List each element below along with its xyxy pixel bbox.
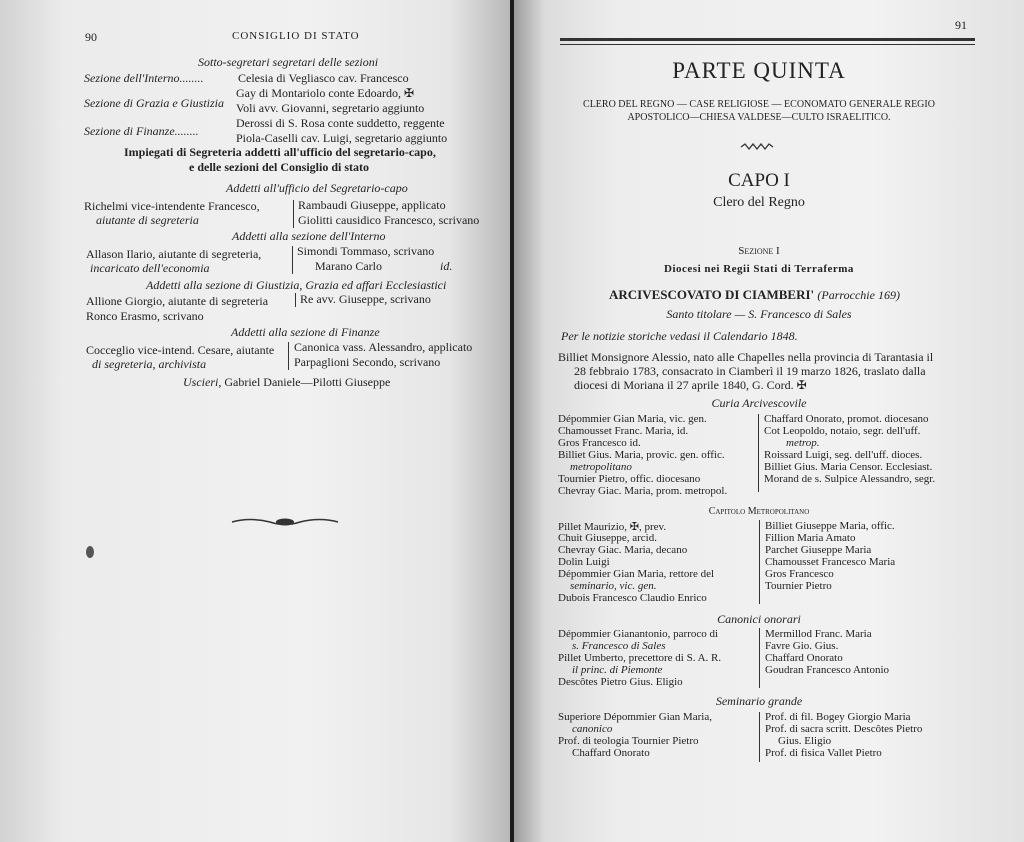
addetti-right-id: id.: [440, 259, 453, 273]
column-divider: [759, 712, 760, 762]
squiggle-ornament: [740, 143, 776, 151]
addetti-right: Simondi Tommaso, scrivano: [297, 244, 435, 258]
column-divider: [295, 293, 296, 307]
header-rule-thin: [560, 44, 975, 45]
curia-left-item: Gros Francesco id.: [558, 437, 641, 449]
canonici-right-item: Favre Gio. Gius.: [765, 640, 839, 652]
capo-subtitle: Clero del Regno: [713, 195, 805, 210]
running-head: CONSIGLIO DI STATO: [232, 30, 360, 42]
bishop-line: 28 febbraio 1783, consacrato in Ciamberì il 19 marzo 1826, traslato dalla: [574, 364, 926, 378]
seminario-right-item: Prof. di fisica Vallet Pietro: [765, 747, 882, 759]
capitolo-left-item: Dolin Luigi: [558, 556, 610, 568]
curia-right-item: Cot Leopoldo, notaio, segr. dell'uff.: [764, 425, 921, 437]
seminario-right-item: Prof. di sacra scritt. Descôtes Pietro: [765, 723, 923, 735]
capitolo-left-item: Pillet Maurizio, ✠, prev.: [558, 521, 667, 533]
canonici-right-item: Chaffard Onorato: [765, 652, 843, 664]
addetti-finanze-heading: Addetti alla sezione di Finanze: [231, 325, 380, 339]
capitolo-right-item: Parchet Giuseppe Maria: [765, 544, 872, 556]
curia-left-item: Dépommier Gian Maria, vic. gen.: [558, 413, 707, 425]
uscieri-names: Gabriel Daniele—Pilotti Giuseppe: [224, 375, 391, 389]
curia-left-item: Tournier Pietro, offic. diocesano: [558, 473, 701, 485]
curia-left-item: metropolitano: [570, 461, 632, 473]
bishop-line: Billiet Monsignore Alessio, nato alle Chapelles nella provincia di Tarantasia il: [558, 350, 934, 364]
uscieri-line: [183, 375, 390, 390]
addetti-right: Marano Carlo: [315, 259, 382, 273]
curia-right-item: Morand de s. Sulpice Alessandro, segr.: [764, 473, 936, 485]
sezione-person: Gay di Montariolo conte Edoardo, ✠: [236, 86, 415, 100]
column-divider: [759, 628, 760, 688]
addetti-left: Cocceglio vice-intend. Cesare, aiutante: [86, 343, 275, 357]
canonici-left-item: Dépommier Gianantonio, parroco di: [558, 628, 719, 640]
sezione-person: Piola-Caselli cav. Luigi, segretario aggiunto: [236, 131, 448, 145]
capitolo-left-item: Chuit Giuseppe, arcid.: [558, 532, 657, 544]
sezione-row: [84, 71, 204, 86]
capitolo-heading: Capitolo Metropolitano: [708, 506, 810, 517]
right-page: [514, 0, 1024, 842]
addetti-left: di segreteria, archivista: [92, 357, 207, 371]
impiegati-heading-2: e delle sezioni del Consiglio di stato: [189, 160, 369, 174]
parte-subtitle-2: APOSTOLICO—CHIESA VALDESE—CULTO ISRAELITICO.: [627, 112, 891, 123]
seminario-heading: Seminario grande: [715, 694, 803, 708]
ornament-divider: [230, 515, 340, 529]
sezione-person: Voli avv. Giovanni, segretario aggiunto: [236, 101, 425, 115]
curia-right-item: Billiet Gius. Maria Censor. Ecclesiast.: [764, 461, 933, 473]
parte-title: PARTE QUINTA: [672, 58, 846, 83]
curia-right-item: Roissard Luigi, seg. dell'uff. dioces.: [764, 449, 923, 461]
seminario-right-item: Gius. Eligio: [778, 735, 832, 747]
addetti-right: Giolitti causidico Francesco, scrivano: [298, 213, 480, 227]
addetti-left: Allason Ilario, aiutante di segreteria,: [86, 247, 262, 261]
page-number-right: 91: [955, 18, 967, 32]
addetti-capo-heading: Addetti all'ufficio del Segretario-capo: [226, 181, 408, 195]
binding-hole: [86, 546, 94, 558]
capitolo-left-item: Dubois Francesco Claudio Enrico: [558, 592, 707, 604]
canonici-left-item: s. Francesco di Sales: [572, 640, 666, 652]
addetti-left: incaricato dell'economia: [90, 261, 210, 275]
canonici-left-item: Pillet Umberto, precettore di S. A. R.: [558, 652, 722, 664]
column-divider: [759, 520, 760, 604]
capo-heading: CAPO I: [728, 170, 790, 191]
sezione-label: Sezione di Finanze........: [84, 124, 199, 138]
page-number-left: 90: [85, 30, 97, 44]
sezione-heading: Sezione I: [738, 245, 780, 257]
column-divider: [292, 246, 293, 274]
curia-left-item: Chevray Giac. Maria, prom. metropol.: [558, 485, 728, 497]
canonici-left-item: Descôtes Pietro Gius. Eligio: [558, 676, 683, 688]
seminario-left-item: Chaffard Onorato: [572, 747, 650, 759]
impiegati-heading: Impiegati di Segreteria addetti all'ufficio del segretario-capo,: [124, 145, 436, 159]
santo-titolare: Santo titolare — S. Francesco di Sales: [666, 307, 852, 321]
addetti-right: Re avv. Giuseppe, scrivano: [300, 292, 431, 306]
curia-right-item: metrop.: [786, 437, 820, 449]
notizie-line: Per le notizie storiche vedasi il Calendario 1848.: [561, 329, 798, 343]
parrocchie-count: (Parrocchie 169): [817, 288, 900, 302]
left-page: [0, 0, 510, 842]
sezione-person: Derossi di S. Rosa conte suddetto, reggente: [236, 116, 445, 130]
addetti-right: Canonica vass. Alessandro, applicato: [294, 340, 473, 354]
addetti-left: Richelmi vice-intendente Francesco,: [84, 199, 260, 213]
column-divider: [758, 414, 759, 492]
curia-right-item: Chaffard Onorato, promot. diocesano: [764, 413, 929, 425]
seminario-left-item: Prof. di teologia Tournier Pietro: [558, 735, 699, 747]
archdiocese-name: ARCIVESCOVATO DI CIAMBERI': [609, 287, 815, 302]
capitolo-left-item: seminario, vic. gen.: [570, 580, 657, 592]
canonici-heading: Canonici onorari: [717, 612, 801, 626]
seminario-left-item: Superiore Dépommier Gian Maria,: [558, 711, 712, 723]
bishop-line: diocesi di Moriana il 27 aprile 1840, G. Cord. ✠: [574, 378, 807, 392]
capitolo-right-item: Gros Francesco: [765, 568, 834, 580]
curia-heading: Curia Arcivescovile: [711, 396, 807, 410]
addetti-giustizia-heading: Addetti alla sezione di Giustizia, Grazia ed affari Ecclesiastici: [146, 278, 447, 292]
sezione-person: Celesia di Vegliasco cav. Francesco: [238, 71, 409, 85]
addetti-right: Rambaudi Giuseppe, applicato: [298, 198, 446, 212]
curia-left-item: Chamousset Franc. Maria, id.: [558, 425, 689, 437]
capitolo-right-item: Billiet Giuseppe Maria, offic.: [765, 520, 895, 532]
capitolo-left-item: Chevray Giac. Maria, decano: [558, 544, 688, 556]
sezione-label: Sezione di Grazia e Giustizia: [84, 96, 224, 110]
capitolo-right-item: Tournier Pietro: [765, 580, 832, 592]
seminario-right-item: Prof. di fil. Bogey Giorgio Maria: [765, 711, 911, 723]
capitolo-left-item: Dépommier Gian Maria, rettore del: [558, 568, 715, 580]
addetti-left: aiutante di segreteria: [96, 213, 199, 227]
archdiocese-line: [609, 287, 900, 303]
addetti-right: Parpaglioni Secondo, scrivano: [294, 355, 441, 369]
column-divider: [293, 200, 294, 228]
column-divider: [288, 342, 289, 370]
capitolo-right-item: Chamousset Francesco Maria: [765, 556, 896, 568]
canonici-left-item: il princ. di Piemonte: [572, 664, 663, 676]
sezione-label: Sezione dell'Interno........: [84, 71, 204, 85]
addetti-interno-heading: Addetti alla sezione dell'Interno: [232, 229, 386, 243]
canonici-right-item: Mermillod Franc. Maria: [765, 628, 872, 640]
seminario-left-item: canonico: [572, 723, 613, 735]
uscieri-label: Uscieri,: [183, 375, 222, 389]
addetti-left: Ronco Erasmo, scrivano: [86, 309, 204, 323]
addetti-left: Allione Giorgio, aiutante di segreteria: [86, 294, 269, 308]
curia-left-item: Billiet Gius. Maria, provic. gen. offic.: [558, 449, 725, 461]
canonici-right-item: Goudran Francesco Antonio: [765, 664, 890, 676]
sotto-segretari-heading: Sotto-segretari segretari delle sezioni: [198, 55, 379, 69]
capitolo-right-item: Fillion Maria Amato: [765, 532, 856, 544]
parte-subtitle: CLERO DEL REGNO — CASE RELIGIOSE — ECONOMATO GENERALE REGIO: [583, 99, 935, 110]
header-rule: [560, 38, 975, 41]
diocesi-heading: Diocesi nei Regii Stati di Terraferma: [664, 263, 854, 275]
